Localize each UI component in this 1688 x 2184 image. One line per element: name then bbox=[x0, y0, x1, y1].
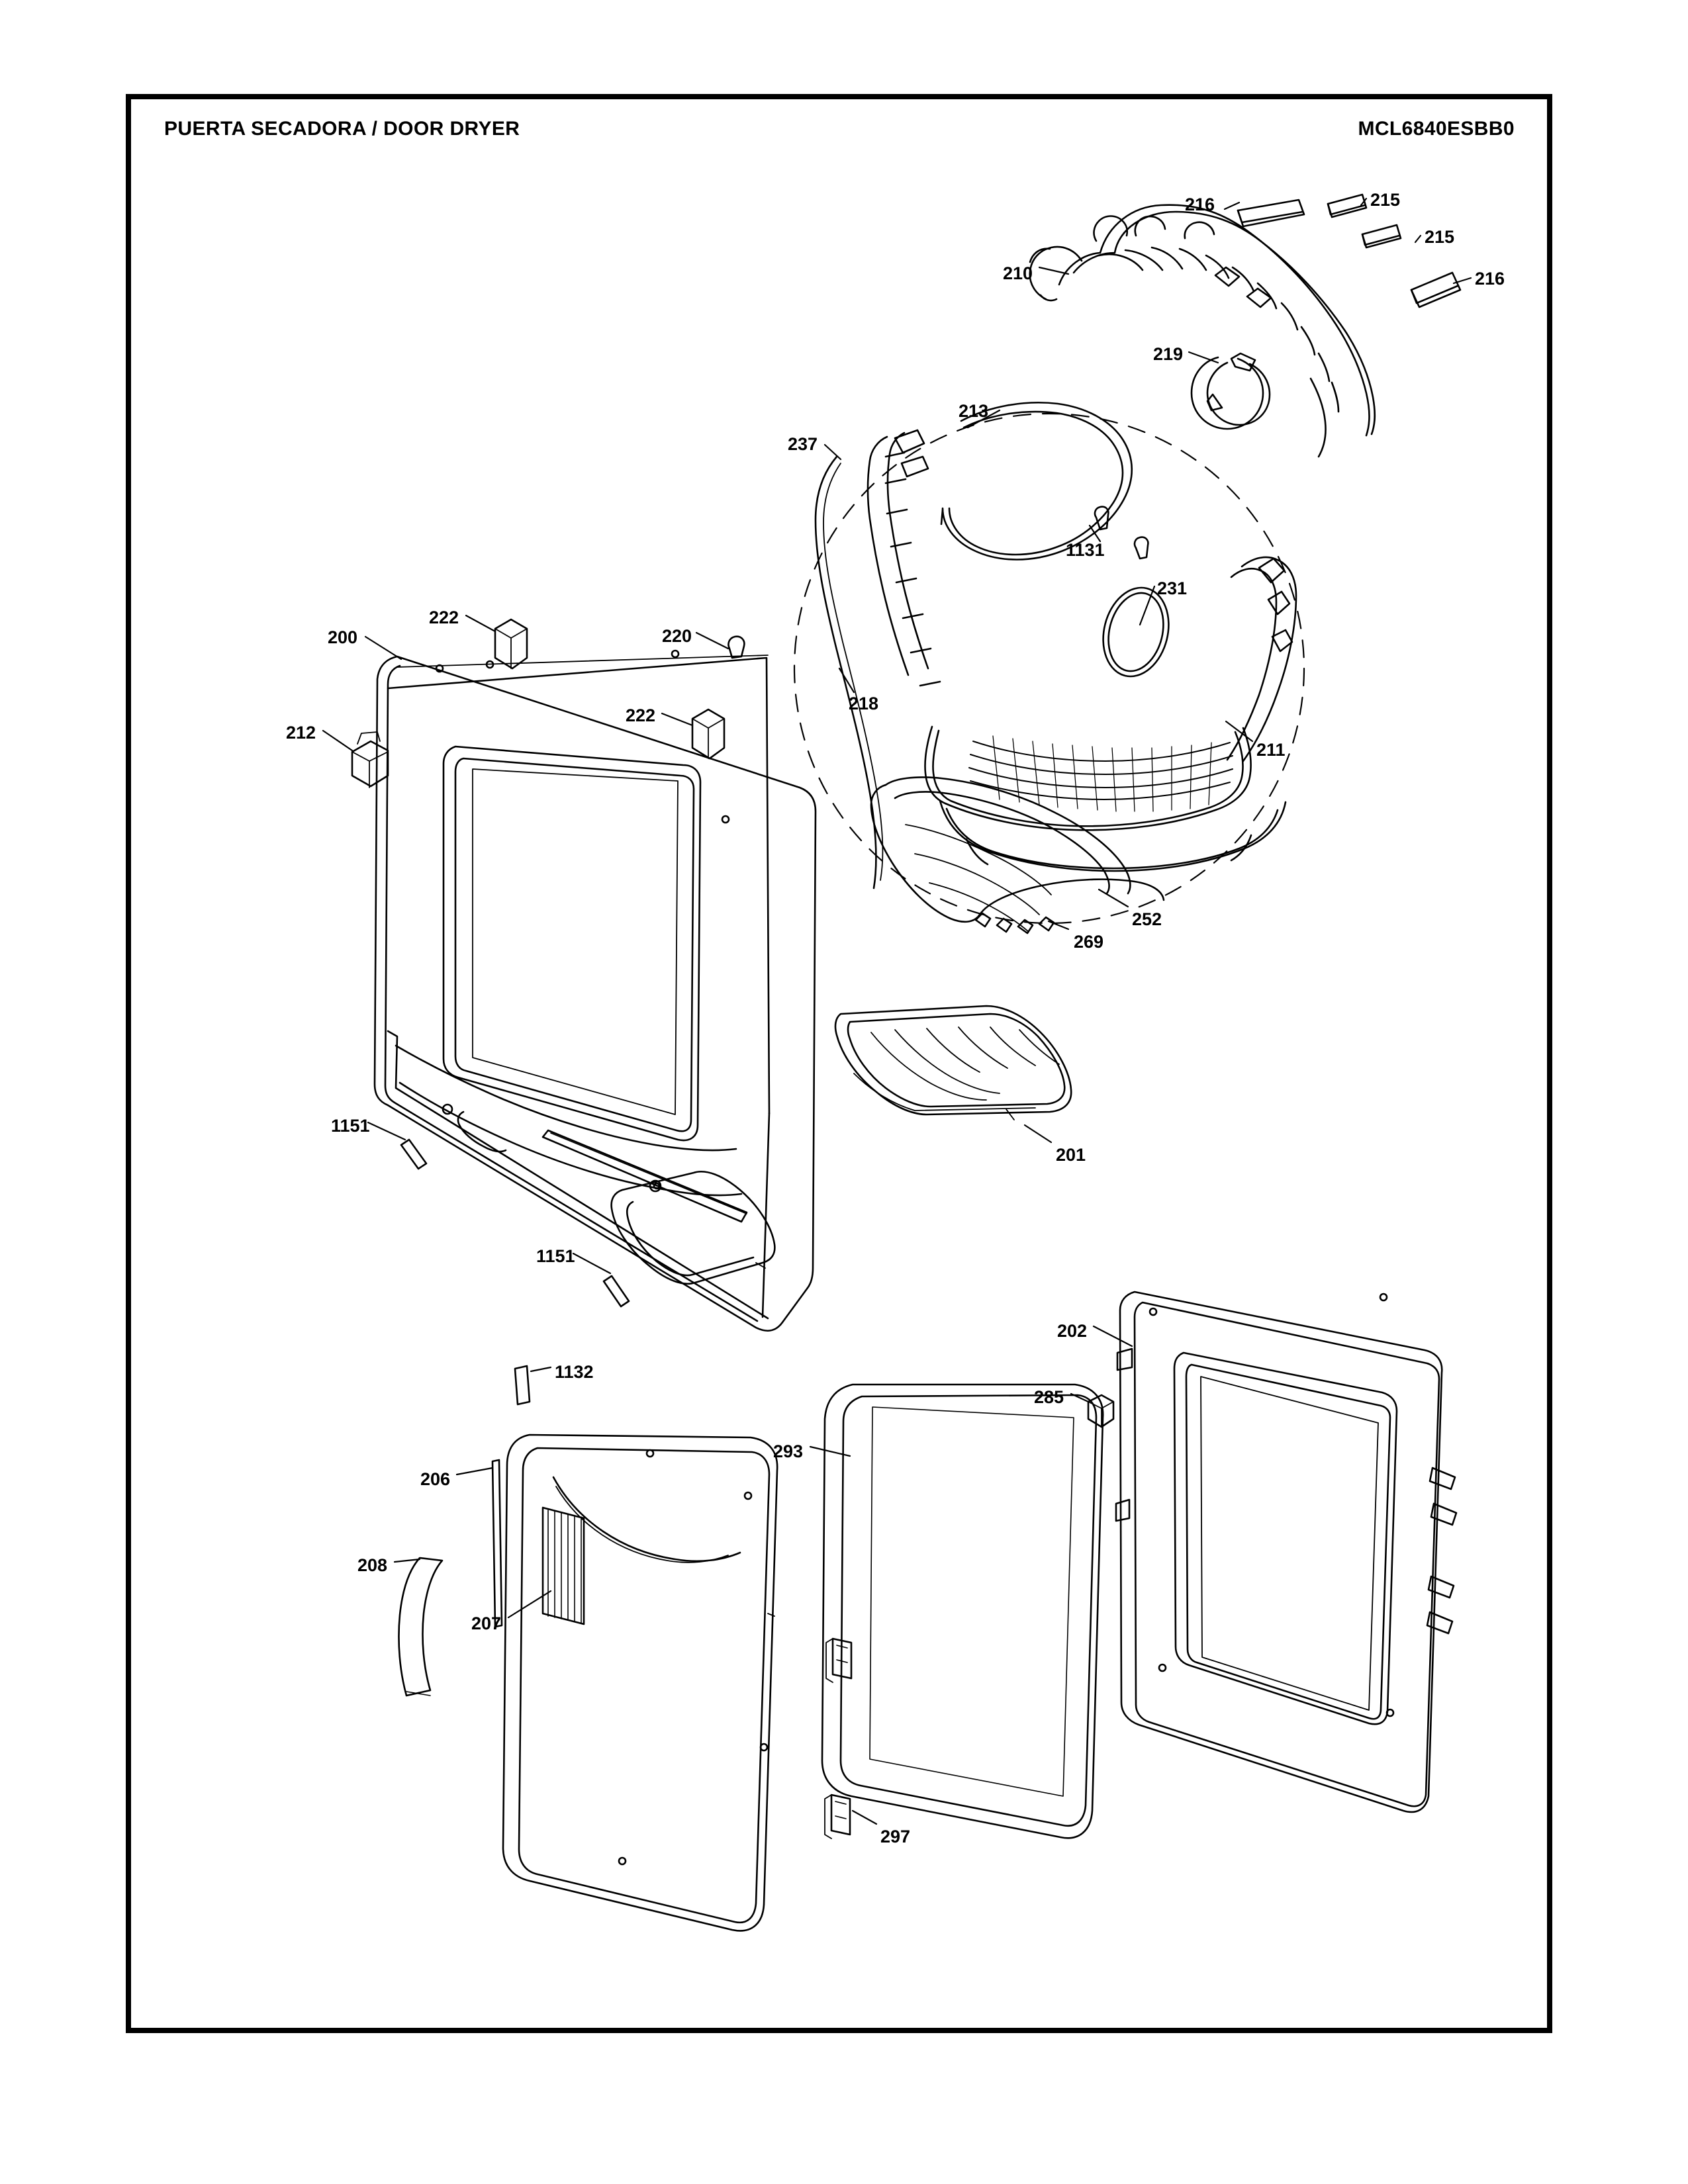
callout-218: 218 bbox=[849, 694, 879, 713]
callout-200: 200 bbox=[328, 627, 358, 647]
callout-206: 206 bbox=[420, 1469, 451, 1489]
callout-211: 211 bbox=[1256, 740, 1286, 760]
callout-201: 201 bbox=[1056, 1145, 1086, 1165]
title-block bbox=[164, 118, 1515, 159]
callout-213: 213 bbox=[959, 401, 989, 421]
callout-285: 285 bbox=[1034, 1387, 1064, 1407]
callout-219: 219 bbox=[1153, 344, 1184, 364]
callout-222-upper: 222 bbox=[429, 608, 459, 627]
callout-222-lower: 222 bbox=[626, 705, 656, 725]
callout-216-upper: 216 bbox=[1185, 195, 1215, 214]
callout-210: 210 bbox=[1003, 263, 1033, 283]
callout-237: 237 bbox=[788, 434, 818, 454]
callout-215-lower: 215 bbox=[1425, 227, 1455, 247]
model-number: MCL6840ESBB0 bbox=[1358, 118, 1515, 140]
callout-297: 297 bbox=[880, 1827, 911, 1846]
callout-1131: 1131 bbox=[1066, 540, 1105, 560]
drawing-frame bbox=[126, 94, 1552, 2033]
callout-231: 231 bbox=[1157, 578, 1188, 598]
callout-212: 212 bbox=[286, 723, 316, 743]
callout-216-right: 216 bbox=[1475, 269, 1505, 289]
callout-293: 293 bbox=[773, 1441, 804, 1461]
callout-252: 252 bbox=[1132, 909, 1162, 929]
callout-1151-upper: 1151 bbox=[331, 1116, 370, 1136]
callout-208: 208 bbox=[357, 1555, 388, 1575]
callout-1151-lower: 1151 bbox=[536, 1246, 575, 1266]
diagram-title: PUERTA SECADORA / DOOR DRYER bbox=[164, 118, 520, 140]
callout-220: 220 bbox=[662, 626, 692, 646]
callout-1132: 1132 bbox=[555, 1362, 594, 1382]
callout-269: 269 bbox=[1074, 932, 1104, 952]
callout-207: 207 bbox=[471, 1614, 502, 1633]
callout-215-upper: 215 bbox=[1370, 190, 1401, 210]
callout-202: 202 bbox=[1057, 1321, 1088, 1341]
